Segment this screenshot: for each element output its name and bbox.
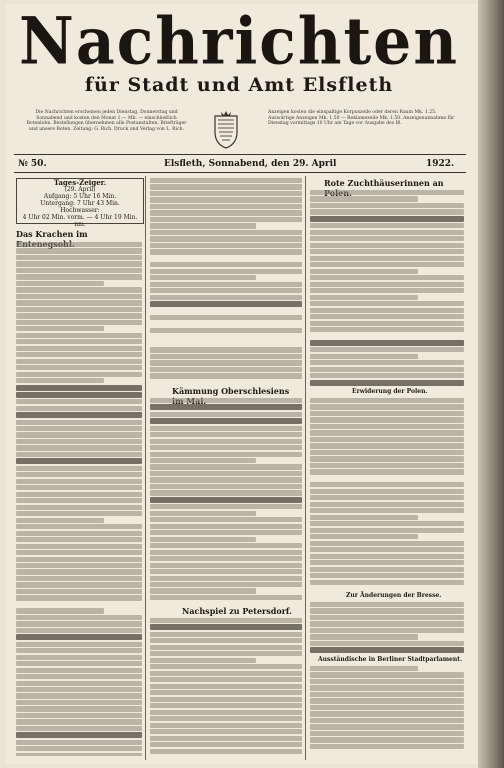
text-line [310, 437, 464, 442]
text-line [310, 196, 418, 201]
text-line [16, 392, 142, 398]
text-line [150, 412, 302, 417]
text-line [150, 256, 302, 261]
text-line [310, 430, 464, 435]
text-line [16, 706, 142, 711]
text-line [150, 262, 302, 267]
text-line [16, 432, 142, 437]
text-line [16, 569, 142, 574]
text-line [310, 256, 464, 261]
text-line [310, 469, 464, 474]
text-line [310, 521, 464, 526]
text-line [16, 445, 142, 450]
text-line [310, 476, 464, 481]
text-line [16, 492, 142, 497]
text-line [310, 482, 464, 487]
text-line [310, 301, 464, 306]
text-line [16, 242, 142, 247]
text-line [310, 580, 464, 585]
text-line [16, 524, 142, 529]
issue-number: № 50. [18, 159, 47, 169]
text-line [16, 642, 142, 647]
text-line [16, 472, 142, 477]
text-line [150, 321, 302, 326]
text-line [310, 398, 464, 403]
text-line [150, 684, 302, 689]
newspaper-subtitle: für Stadt und Amt Elsfleth [84, 74, 394, 96]
text-line [310, 495, 464, 500]
text-line [310, 641, 464, 646]
text-line [16, 248, 142, 253]
article-col2c [150, 618, 302, 756]
text-line [150, 671, 302, 676]
text-line [310, 295, 418, 300]
coat-of-arms-icon [212, 110, 240, 150]
text-line [310, 380, 464, 386]
text-line [150, 223, 256, 228]
text-line [150, 275, 256, 280]
headline-col2-a: Kämmung Oberschlesiens [172, 386, 290, 396]
text-line [310, 314, 464, 319]
text-line [16, 372, 142, 377]
book-binding [478, 0, 504, 768]
text-line [310, 628, 464, 633]
text-line [150, 556, 302, 561]
text-line [310, 672, 464, 677]
text-line [150, 445, 302, 450]
text-line [150, 354, 302, 359]
text-line [16, 485, 142, 490]
text-line [150, 347, 302, 352]
text-line [16, 655, 142, 660]
text-line [310, 209, 464, 214]
text-line [310, 547, 464, 552]
text-line [16, 582, 142, 587]
text-line [150, 710, 302, 715]
text-line [16, 406, 142, 411]
text-line [150, 288, 302, 293]
tide-box-line: Aufgang: 5 Uhr 16 Min. [43, 193, 117, 200]
text-line [150, 638, 302, 643]
text-line [16, 326, 104, 331]
text-line [150, 404, 302, 410]
text-line [16, 385, 142, 391]
text-line [310, 724, 464, 729]
headline-col3: Rote Zuchthäuserinnen an [324, 178, 444, 188]
text-line [16, 313, 142, 318]
text-line [310, 534, 418, 539]
text-line [150, 398, 302, 403]
tide-box-line: Untergang: 7 Uhr 43 Min. [40, 200, 120, 207]
text-line [16, 511, 142, 516]
text-line [310, 275, 464, 280]
text-line [16, 333, 142, 338]
column-rule-1 [145, 176, 146, 760]
text-line [16, 452, 142, 457]
text-line [16, 365, 142, 370]
text-line [16, 740, 142, 745]
text-line [310, 360, 464, 365]
text-line [150, 458, 256, 463]
text-line [150, 716, 302, 721]
text-line [16, 595, 142, 600]
text-line [310, 308, 464, 313]
text-line [310, 190, 464, 195]
text-line [16, 439, 142, 444]
text-line [310, 404, 464, 409]
text-line [150, 230, 302, 235]
text-line [16, 746, 142, 751]
text-line [150, 632, 302, 637]
text-line [310, 718, 464, 723]
text-line [150, 418, 302, 424]
text-line [150, 191, 302, 196]
text-line [150, 184, 302, 189]
article-col3c [310, 602, 464, 654]
text-line [16, 544, 142, 549]
text-line [150, 723, 302, 728]
tide-box [16, 178, 144, 228]
text-line [150, 334, 302, 339]
text-line [150, 569, 302, 574]
text-line [16, 713, 142, 718]
text-line [310, 269, 418, 274]
text-line [150, 742, 302, 747]
text-line [310, 634, 418, 639]
text-line [310, 573, 464, 578]
text-line [150, 664, 302, 669]
header-rule-top [14, 154, 466, 155]
text-line [16, 359, 142, 364]
text-line [16, 255, 142, 260]
text-line [16, 668, 142, 673]
text-line [310, 243, 464, 248]
text-line [310, 666, 418, 671]
text-line [310, 321, 464, 326]
text-line [16, 281, 104, 286]
text-line [310, 508, 464, 513]
text-line [310, 737, 464, 742]
text-line [150, 471, 302, 476]
text-line [150, 543, 302, 548]
masthead [14, 4, 464, 96]
text-line [150, 309, 302, 314]
text-line [150, 210, 302, 215]
text-line [310, 450, 464, 455]
subscription-info: Die Nachrichten erscheinen jeden Dienstag, Donnerstag und Sonnabend und kosten den Monat 1.— Mk. — einschließlich Botenlohn. Bestellungen übernehmen alle Postanstalten, Briefträger und unsere Boten. Zeitung: G. Rich. Druck und Verlag von L. Rich. [26, 110, 187, 132]
text-line [150, 618, 302, 623]
text-line [16, 602, 142, 607]
text-line [16, 320, 142, 325]
text-line [16, 294, 142, 299]
text-line [150, 677, 302, 682]
text-line [310, 698, 464, 703]
text-line [150, 217, 302, 222]
text-line [16, 458, 142, 464]
text-line [16, 537, 142, 542]
issue-date: Elsfleth, Sonnabend, den 29. April [164, 159, 337, 169]
text-line [310, 731, 464, 736]
text-line [16, 557, 142, 562]
text-line [16, 648, 142, 653]
text-line [16, 268, 142, 273]
text-line [310, 744, 464, 749]
text-line [150, 550, 302, 555]
text-line [150, 328, 302, 333]
text-line [16, 479, 142, 484]
text-line [150, 439, 302, 444]
article-col2b [150, 398, 302, 604]
text-line [310, 554, 464, 559]
text-line [150, 360, 302, 365]
tide-box-line: Hochwasser: [60, 207, 100, 214]
text-line [310, 340, 464, 346]
text-line [150, 517, 302, 522]
text-line [16, 261, 142, 266]
text-line [16, 287, 142, 292]
text-line [16, 674, 142, 679]
text-line [16, 466, 142, 471]
text-line [16, 550, 142, 555]
text-line [310, 417, 464, 422]
text-line [150, 588, 256, 593]
text-line [16, 726, 142, 731]
text-line [16, 615, 142, 620]
text-line [310, 541, 464, 546]
text-line [310, 515, 418, 520]
text-line [150, 537, 256, 542]
text-line [150, 249, 302, 254]
text-line [310, 567, 464, 572]
text-line [310, 236, 464, 241]
text-line [150, 490, 302, 495]
text-line [16, 687, 142, 692]
text-line [150, 703, 302, 708]
text-line [310, 608, 464, 613]
text-line [16, 420, 142, 425]
text-line [310, 282, 464, 287]
text-line [16, 563, 142, 568]
text-line [310, 456, 464, 461]
text-line [150, 373, 302, 378]
text-line [150, 582, 302, 587]
text-line [16, 505, 142, 510]
text-line [150, 204, 302, 209]
article-col1 [16, 242, 142, 756]
text-line [16, 307, 142, 312]
text-line [150, 197, 302, 202]
text-line [150, 524, 302, 529]
text-line [16, 426, 142, 431]
text-line [150, 576, 302, 581]
text-line [16, 732, 142, 738]
subhead-col3-c: Ausständische in Berliner Stadtparlament. [318, 656, 463, 663]
text-line [16, 719, 142, 724]
text-line [310, 621, 464, 626]
text-line [310, 367, 464, 372]
text-line [150, 651, 302, 656]
text-line [150, 697, 302, 702]
text-line [310, 528, 464, 533]
text-line [16, 700, 142, 705]
text-line [310, 685, 464, 690]
text-line [150, 178, 302, 183]
text-line [150, 295, 302, 300]
text-line [16, 589, 142, 594]
advertising-info: Anzeigen kosten die einspaltige Korpuszeile oder deren Raum Mk. 1.25. Auswärtige Anzeigen Mk. 1.50 — Reklamezeile Mk. 1.50. Anzeigenannahme für Dienstag vormittags 10 Uhr am Tage vor Ausgabe des Bl. [268, 110, 455, 127]
text-line [310, 288, 464, 293]
article-col2a [150, 178, 302, 383]
text-line [150, 645, 302, 650]
text-line [16, 621, 142, 626]
text-line [16, 399, 142, 404]
text-line [150, 367, 302, 372]
text-line [310, 249, 464, 254]
text-line [150, 729, 302, 734]
tide-box-line: 4 Uhr 02 Min. vorm. — 4 Uhr 19 Min. nm. [22, 214, 138, 228]
text-line [150, 504, 302, 509]
text-line [150, 530, 302, 535]
text-line [310, 711, 464, 716]
text-line [16, 352, 142, 357]
text-line [16, 576, 142, 581]
tide-box-date: (29. April) [64, 186, 96, 193]
tide-box-title: Tages-Zeiger. [53, 178, 107, 187]
text-line [150, 736, 302, 741]
text-line [16, 661, 142, 666]
text-line [150, 426, 302, 431]
text-line [310, 203, 464, 208]
text-line [150, 243, 302, 248]
text-line [150, 269, 302, 274]
text-line [310, 333, 464, 338]
text-line [16, 498, 142, 503]
text-line [150, 595, 302, 600]
header-rule-bottom [14, 172, 466, 173]
text-line [150, 511, 256, 516]
text-line [310, 705, 464, 710]
text-line [150, 464, 302, 469]
text-line [310, 443, 464, 448]
text-line [310, 354, 418, 359]
text-line [150, 658, 256, 663]
text-line [310, 347, 464, 352]
text-line [16, 753, 142, 756]
text-line [310, 327, 464, 332]
article-col3a [310, 190, 464, 386]
subhead-col3-a: Erwiderung der Polen. [352, 388, 428, 395]
text-line [16, 346, 142, 351]
text-line [16, 531, 142, 536]
text-line [16, 300, 142, 305]
text-line [310, 373, 464, 378]
headline-col2-b: Nachspiel zu Petersdorf. [182, 606, 292, 616]
text-line [150, 690, 302, 695]
text-line [150, 484, 302, 489]
text-line [310, 411, 464, 416]
text-line [310, 223, 464, 228]
text-line [150, 749, 302, 754]
text-line [310, 489, 464, 494]
text-line [310, 615, 464, 620]
text-line [150, 315, 302, 320]
text-line [150, 452, 302, 457]
text-line [150, 477, 302, 482]
headline-col1: Das Krachen im [16, 229, 88, 239]
text-line [310, 463, 464, 468]
text-line [150, 301, 302, 307]
text-line [310, 262, 464, 267]
text-line [310, 679, 464, 684]
text-line [150, 432, 302, 437]
text-line [16, 608, 104, 613]
text-line [16, 339, 142, 344]
dateline [14, 158, 466, 170]
text-line [16, 274, 142, 279]
article-col3d [310, 666, 464, 756]
text-line [310, 230, 464, 235]
issue-year: 1922. [426, 159, 455, 169]
text-line [16, 693, 142, 698]
text-line [16, 378, 104, 383]
text-line [310, 560, 464, 565]
text-line [150, 563, 302, 568]
text-line [310, 502, 464, 507]
text-line [310, 647, 464, 653]
subhead-col3-b: Zur Änderungen der Bresse. [346, 592, 442, 599]
text-line [310, 424, 464, 429]
text-line [310, 216, 464, 222]
text-line [16, 412, 142, 418]
text-line [150, 497, 302, 503]
text-line [150, 624, 302, 630]
text-line [310, 692, 464, 697]
text-line [310, 602, 464, 607]
text-line [150, 341, 302, 346]
text-line [16, 634, 142, 640]
text-line [16, 518, 104, 523]
text-line [16, 628, 142, 633]
text-line [150, 236, 302, 241]
text-line [16, 681, 142, 686]
text-line [150, 282, 302, 287]
column-rule-2 [305, 176, 306, 760]
article-col3b [310, 398, 464, 590]
newspaper-title: Nachrichten [19, 4, 459, 80]
